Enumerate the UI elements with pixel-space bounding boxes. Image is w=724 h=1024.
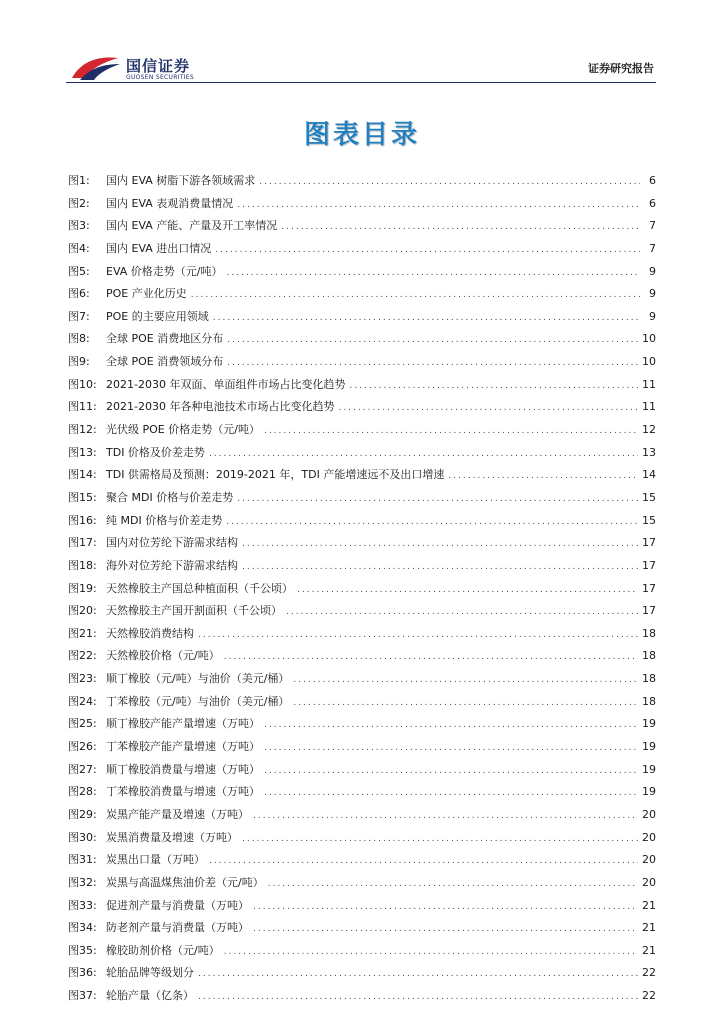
toc-figure-title[interactable]: 全球 POE 消费领域分布 (106, 355, 224, 369)
toc-page-number[interactable]: 20 (642, 830, 656, 844)
toc-dot-leader (227, 329, 638, 352)
toc-figure-title[interactable]: EVA 价格走势（元/吨） (106, 264, 223, 278)
toc-page-number[interactable]: 11 (642, 377, 656, 391)
toc-figure-title[interactable]: 国内对位芳纶下游需求结构 (106, 536, 238, 550)
toc-figure-title[interactable]: 天然橡胶消费结构 (106, 626, 194, 640)
toc-figure-number: 图4: (68, 241, 90, 255)
toc-page-number[interactable]: 18 (642, 672, 656, 686)
toc-dot-leader (209, 850, 638, 873)
toc-page-number[interactable]: 9 (649, 287, 656, 301)
toc-figure-title[interactable]: 海外对位芳纶下游需求结构 (106, 558, 238, 572)
toc-page-number[interactable]: 7 (649, 219, 656, 233)
toc-dot-leader (224, 941, 638, 964)
brand-name-cn: 国信证券 (126, 57, 191, 75)
toc-figure-number: 图32: (68, 875, 97, 889)
toc-dot-leader (286, 601, 638, 624)
toc-figure-title[interactable]: 2021-2030 年各种电池技术市场占比变化趋势 (106, 400, 335, 414)
toc-entry[interactable] (68, 645, 656, 668)
toc-page-number[interactable]: 13 (642, 445, 656, 459)
toc-figure-number: 图35: (68, 943, 97, 957)
toc-entry[interactable] (68, 600, 656, 623)
toc-entry[interactable] (68, 170, 656, 193)
toc-dot-leader (264, 782, 638, 805)
header-divider (66, 82, 656, 83)
toc-entry[interactable] (68, 306, 656, 329)
toc-figure-title[interactable]: 天然橡胶价格（元/吨） (106, 649, 220, 663)
toc-dot-leader (349, 375, 638, 398)
toc-figure-number: 图26: (68, 740, 97, 754)
toc-figure-number: 图22: (68, 649, 97, 663)
toc-dot-leader (191, 284, 640, 307)
toc-entry[interactable] (68, 759, 656, 782)
toc-figure-number: 图37: (68, 989, 97, 1003)
toc-figure-title[interactable]: 炭黑消费量及增速（万吨） (106, 830, 238, 844)
toc-page-number[interactable]: 22 (642, 989, 656, 1003)
toc-page-number[interactable]: 21 (642, 921, 656, 935)
toc-figure-title[interactable]: 轮胎品牌等级划分 (106, 966, 194, 980)
toc-figure-title[interactable]: 纯 MDI 价格与价差走势 (106, 513, 223, 527)
toc-figure-title[interactable]: 炭黑出口量（万吨） (106, 853, 205, 867)
toc-figure-number: 图15: (68, 490, 97, 504)
toc-figure-title[interactable]: 顺丁橡胶产能产量增速（万吨） (106, 717, 260, 731)
toc-figure-title[interactable]: 丁苯橡胶（元/吨）与油价（美元/桶） (106, 694, 290, 708)
toc-entry[interactable] (68, 193, 656, 216)
toc-page-number[interactable]: 10 (642, 355, 656, 369)
toc-dot-leader (198, 986, 638, 1009)
toc-entry[interactable] (68, 781, 656, 804)
toc-page-number[interactable]: 18 (642, 626, 656, 640)
toc-page-number[interactable]: 19 (642, 762, 656, 776)
brand-name-en: GUOSEN SECURITIES (126, 74, 195, 81)
toc-dot-leader (264, 737, 638, 760)
toc-figure-title[interactable]: 丁苯橡胶消费量与增速（万吨） (106, 785, 260, 799)
toc-figure-title[interactable]: 国内 EVA 进出口情况 (106, 241, 212, 255)
toc-page-number[interactable]: 9 (649, 309, 656, 323)
toc-figure-title[interactable]: 天然橡胶主产国总种植面积（千公顷） (106, 581, 293, 595)
toc-figure-number: 图13: (68, 445, 97, 459)
toc-figure-number: 图12: (68, 423, 97, 437)
toc-entry[interactable] (68, 940, 656, 963)
toc-entry[interactable] (68, 917, 656, 940)
toc-entry[interactable] (68, 510, 656, 533)
toc-entry[interactable] (68, 578, 656, 601)
toc-figure-title[interactable]: 国内 EVA 产能、产量及开工率情况 (106, 219, 278, 233)
toc-dot-leader (242, 828, 638, 851)
toc-dot-leader (253, 896, 638, 919)
toc-entry[interactable] (68, 351, 656, 374)
page-title: 图表目录 (303, 120, 420, 150)
toc-entry[interactable] (68, 804, 656, 827)
toc-dot-leader (253, 805, 638, 828)
toc-entry[interactable] (68, 691, 656, 714)
toc-page-number[interactable]: 21 (642, 943, 656, 957)
toc-entry[interactable] (68, 442, 656, 465)
toc-entry[interactable] (68, 985, 656, 1008)
toc-dot-leader (224, 646, 638, 669)
toc-figure-title[interactable]: 聚合 MDI 价格与价差走势 (106, 490, 234, 504)
toc-figure-title[interactable]: 轮胎产量（亿条） (106, 989, 194, 1003)
toc-page-number[interactable]: 17 (642, 536, 656, 550)
toc-entry[interactable] (68, 736, 656, 759)
toc-dot-leader (264, 760, 638, 783)
toc-figure-title[interactable]: TDI 价格及价差走势 (106, 445, 205, 459)
toc-page-number[interactable]: 12 (642, 423, 656, 437)
toc-entry[interactable] (68, 261, 656, 284)
toc-figure-number: 图10: (68, 377, 97, 391)
toc-page-number[interactable]: 19 (642, 785, 656, 799)
toc-page-number[interactable]: 18 (642, 649, 656, 663)
toc-dot-leader (338, 397, 638, 420)
toc-figure-number: 图1: (68, 174, 90, 187)
toc-entry[interactable] (68, 555, 656, 578)
report-type-label: 证券研究报告 (588, 62, 654, 75)
toc-figure-number: 图36: (68, 966, 97, 980)
toc-figure-number: 图25: (68, 717, 97, 731)
toc-page-number[interactable]: 19 (642, 740, 656, 754)
toc-figure-number: 图6: (68, 287, 90, 301)
toc-figure-number: 图11: (68, 400, 97, 414)
toc-entry[interactable] (68, 328, 656, 351)
toc-page-number[interactable]: 22 (642, 966, 656, 980)
toc-figure-number: 图8: (68, 332, 90, 346)
toc-entry[interactable] (68, 713, 656, 736)
toc-figure-title[interactable]: POE 的主要应用领域 (106, 309, 209, 323)
toc-figure-number: 图17: (68, 536, 97, 550)
toc-figure-number: 图7: (68, 309, 90, 323)
toc-page-number[interactable]: 7 (649, 241, 656, 255)
toc-figure-number: 图31: (68, 853, 97, 867)
toc-figure-title[interactable]: 橡胶助剂价格（元/吨） (106, 943, 220, 957)
toc-figure-title[interactable]: 丁苯橡胶产能产量增速（万吨） (106, 740, 260, 754)
toc-figure-title[interactable]: 顺丁橡胶消费量与增速（万吨） (106, 762, 260, 776)
toc-entry[interactable] (68, 895, 656, 918)
toc-figure-title[interactable]: 防老剂产量与消费量（万吨） (106, 921, 249, 935)
toc-dot-leader (253, 918, 638, 941)
toc-page-number[interactable]: 9 (649, 264, 656, 278)
toc-figure-number: 图18: (68, 558, 97, 572)
toc-page-number[interactable]: 20 (642, 853, 656, 867)
toc-page-number[interactable]: 10 (642, 332, 656, 346)
toc-entry[interactable] (68, 464, 656, 487)
guosen-logo (70, 52, 210, 84)
toc-figure-number: 图2: (68, 196, 90, 210)
toc-figure-title[interactable]: 国内 EVA 表观消费量情况 (106, 196, 234, 210)
toc-entry[interactable] (68, 668, 656, 691)
toc-page-number[interactable]: 14 (642, 468, 656, 482)
toc-figure-number: 图20: (68, 604, 97, 618)
toc-page-number[interactable]: 17 (642, 581, 656, 595)
toc-dot-leader (198, 963, 638, 986)
toc-dot-leader (264, 420, 638, 443)
toc-figure-number: 图27: (68, 762, 97, 776)
toc-figure-number: 图5: (68, 264, 90, 278)
toc-figure-title[interactable]: 国内 EVA 树脂下游各领域需求 (106, 174, 256, 187)
toc-entry[interactable] (68, 374, 656, 397)
toc-entry[interactable] (68, 872, 656, 895)
toc-dot-leader (259, 171, 640, 194)
toc-dot-leader (293, 669, 638, 692)
toc-entry[interactable] (68, 623, 656, 646)
toc-dot-leader (227, 262, 641, 285)
toc-figure-number: 图33: (68, 898, 97, 912)
page-header (0, 0, 724, 92)
toc-figure-number: 图24: (68, 694, 97, 708)
toc-figure-number: 图16: (68, 513, 97, 527)
toc-entry[interactable] (68, 532, 656, 555)
toc-figure-title[interactable]: 天然橡胶主产国开割面积（千公顷） (106, 604, 282, 618)
toc-dot-leader (198, 624, 638, 647)
toc-dot-leader (213, 307, 640, 330)
toc-dot-leader (268, 873, 638, 896)
toc-entry[interactable] (68, 238, 656, 261)
toc-dot-leader (242, 556, 638, 579)
toc-page-number[interactable]: 6 (649, 196, 656, 210)
toc-figure-number: 图14: (68, 468, 97, 482)
toc-figure-title[interactable]: 促进剂产量与消费量（万吨） (106, 898, 249, 912)
toc-page-number[interactable]: 6 (649, 174, 656, 187)
toc-page-number[interactable]: 20 (642, 807, 656, 821)
toc-figure-title[interactable]: TDI 供需格局及预测：2019-2021 年，TDI 产能增速远不及出口增速 (106, 468, 445, 482)
toc-figure-title[interactable]: 2021-2030 年双面、单面组件市场占比变化趋势 (106, 377, 346, 391)
toc-entry[interactable] (68, 283, 656, 306)
toc-figure-number: 图3: (68, 219, 90, 233)
toc-entry[interactable] (68, 487, 656, 510)
toc-figure-title[interactable]: 顺丁橡胶（元/吨）与油价（美元/桶） (106, 672, 290, 686)
toc-dot-leader (226, 511, 638, 534)
guosen-logo-icon (70, 52, 122, 82)
toc-dot-leader (237, 194, 640, 217)
toc-figure-number: 图29: (68, 807, 97, 821)
toc-page-number[interactable]: 19 (642, 717, 656, 731)
toc-dot-leader (215, 239, 640, 262)
toc-figure-number: 图21: (68, 626, 97, 640)
toc-entry[interactable] (68, 962, 656, 985)
toc-page-number[interactable]: 11 (642, 400, 656, 414)
toc-dot-leader (281, 216, 640, 239)
toc-entry[interactable] (68, 849, 656, 872)
toc-dot-leader (227, 352, 638, 375)
figure-toc (68, 170, 656, 1008)
toc-page-number[interactable]: 15 (642, 490, 656, 504)
toc-dot-leader (297, 579, 638, 602)
toc-figure-number: 图30: (68, 830, 97, 844)
toc-page-number[interactable]: 21 (642, 898, 656, 912)
toc-page-number[interactable]: 20 (642, 875, 656, 889)
toc-figure-title[interactable]: 全球 POE 消费地区分布 (106, 332, 224, 346)
toc-figure-title[interactable]: 炭黑产能产量及增速（万吨） (106, 807, 249, 821)
toc-entry[interactable] (68, 419, 656, 442)
toc-page-number[interactable]: 15 (642, 513, 656, 527)
toc-page-number[interactable]: 18 (642, 694, 656, 708)
toc-figure-title[interactable]: POE 产业化历史 (106, 287, 187, 301)
toc-dot-leader (237, 488, 638, 511)
toc-figure-number: 图19: (68, 581, 97, 595)
toc-figure-title[interactable]: 炭黑与高温煤焦油价差（元/吨） (106, 875, 264, 889)
toc-figure-number: 图34: (68, 921, 97, 935)
toc-dot-leader (293, 692, 638, 715)
toc-entry[interactable] (68, 827, 656, 850)
toc-page-number[interactable]: 17 (642, 604, 656, 618)
toc-entry[interactable] (68, 215, 656, 238)
toc-dot-leader (448, 465, 638, 488)
toc-dot-leader (209, 443, 638, 466)
toc-entry[interactable] (68, 396, 656, 419)
toc-figure-number: 图9: (68, 355, 90, 369)
toc-figure-number: 图28: (68, 785, 97, 799)
toc-dot-leader (242, 533, 638, 556)
toc-dot-leader (264, 714, 638, 737)
toc-figure-number: 图23: (68, 672, 97, 686)
toc-figure-title[interactable]: 光伏级 POE 价格走势（元/吨） (106, 423, 260, 437)
toc-page-number[interactable]: 17 (642, 558, 656, 572)
